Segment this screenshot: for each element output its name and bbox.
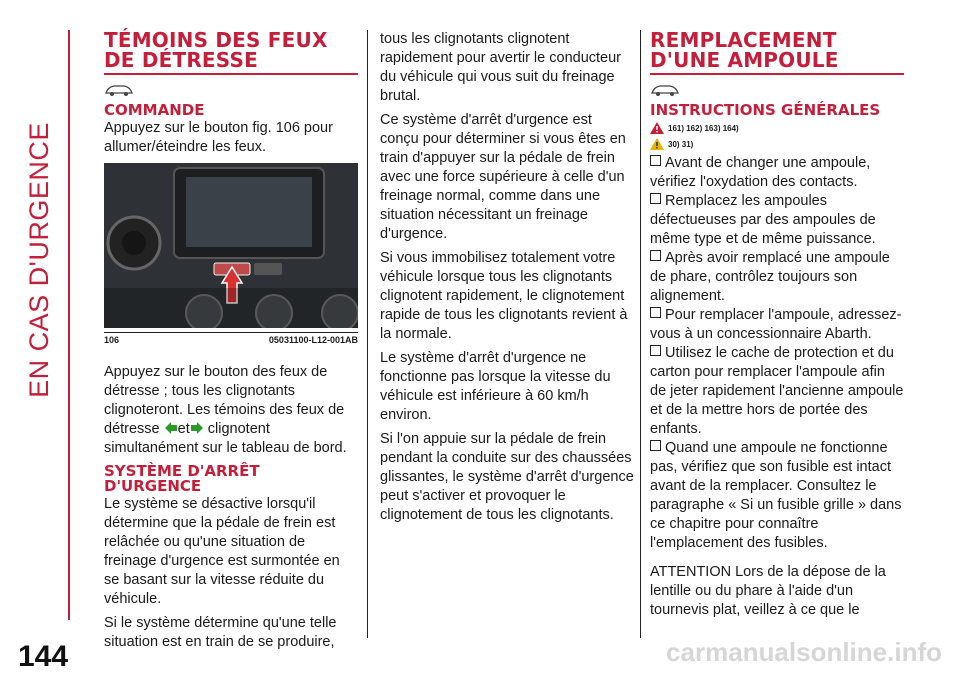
bullet-text: Utilisez le cache de protection et du carton pour remplacer l'ampoule afin de jeter rapidement l'ancienne ampoule et de la mettre hors de portée des enfants. [650,345,904,437]
warning-refs [650,122,904,134]
warning-refs-text: 161) 162) 163) 164) [668,123,739,133]
column-divider-1 [367,30,368,638]
bullet-text: Remplacez les ampoules défectueuses par des ampoules de même type et de même puissance. [650,193,876,247]
checkbox-bullet-icon [650,155,661,166]
bullet-text: Pour remplacer l'ampoule, adressez-vous à un concessionnaire Abarth. [650,307,902,342]
title-rule [104,73,358,75]
heading-emergency-stop: SYSTÈME D'ARRÊT D'URGENCE [104,462,260,495]
commande-text: Appuyez sur le bouton fig. 106 pour allumer/éteindre les feux. [104,120,333,155]
hazard-paragraph-et: et [177,421,190,437]
bullet-item [650,192,904,249]
section-title-bulb-replacement: REMPLACEMENT D'UNE AMPOULE [650,28,839,72]
figure-dashboard-photo [104,163,358,328]
heading-commande: COMMANDE [104,101,205,119]
bullet-item [650,306,904,344]
warning-triangle-icon [650,122,664,134]
bullet-item [650,439,904,553]
bullet-item [650,249,904,306]
checkbox-bullet-icon [650,193,661,204]
figure-caption [104,332,358,345]
checkbox-bullet-icon [650,250,661,261]
col2-paragraph-3: Si vous immobilisez totalement votre véhicule lorsque tous les clignotants clignotent rapidement, le clignotement rapide de tous les clignotants revient à la normale. [380,250,628,342]
column-3 [650,30,904,625]
left-indicator-icon [164,421,178,435]
col2-paragraph-2: Ce système d'arrêt d'urgence est conçu pour déterminer si vous êtes en train d'appuyer sur la pédale de frein avec une force supérieure à celle d'un freinage normal, comme dans une situation nécessitant un freinage d'urgence. [380,112,626,242]
hazard-paragraph [104,363,358,458]
bullet-item [650,154,904,192]
caution-triangle-icon [650,138,664,150]
watermark: carmanualsonline.info [666,637,942,667]
col2-paragraph-1: tous les clignotants clignotent rapidement pour avertir le conducteur du véhicule qui vous suit du freinage brutal. [380,31,621,104]
col2-paragraph-4: Le système d'arrêt d'urgence ne fonctionne pas lorsque la vitesse du véhicule est inférieure à 60 km/h environ. [380,350,611,423]
col2-paragraph-5: Si l'on appuie sur la pédale de frein pendant la conduite sur des chaussées glissantes, le système d'arrêt d'urgence peut s'activer et provoquer le clignotement de tous les clignotants. [380,431,634,523]
vehicle-version-icon [650,81,680,97]
checkbox-bullet-icon [650,307,661,318]
hazard-paragraph-start: Appuyez sur le bouton des feux de détresse ; tous les clignotants clignoteront. Les témoins des feux de détresse [104,364,345,437]
right-indicator-icon [190,421,204,435]
figure-code: 05031100-L12-001AB [268,335,358,345]
hazard-paragraph-end: clignotent simultanément sur le tableau de bord. [104,421,347,456]
bullet-text: Avant de changer une ampoule, vérifiez l'oxydation des contacts. [650,155,871,190]
column-2 [380,30,634,530]
section-title-hazard-lights: TÉMOINS DES FEUX DE DÉTRESSE [104,28,328,72]
vehicle-version-icon [104,81,134,97]
page-number: 144 [18,640,69,673]
chapter-side-label [10,30,60,590]
figure-number: 106 [104,335,120,345]
title-rule [650,73,904,75]
bullet-text: Après avoir remplacé une ampoule de phare, contrôlez toujours son alignement. [650,250,890,304]
attention-text: ATTENTION Lors de la dépose de la lentille ou du phare à l'aide d'un tournevis plat, veillez à ce que le [650,564,886,618]
heading-general-instructions: INSTRUCTIONS GÉNÉRALES [650,101,881,119]
bullet-item [650,344,904,439]
column-1 [104,30,358,657]
bullet-text: Quand une ampoule ne fonctionne pas, vérifiez que son fusible est intact avant de la remplacer. Consultez le paragraphe « Si un fusible grille » dans ce chapitre pour connaître l'emplacement des fusibles. [650,440,902,551]
emergency-stop-text-2: Si le système détermine qu'une telle situation est en train de se produire, [104,615,337,650]
chapter-side-label-text: EN CAS D'URGENCE [24,122,54,398]
column-divider-2 [640,30,641,638]
caution-refs-text: 30) 31) [668,139,694,149]
checkbox-bullet-icon [650,440,661,451]
checkbox-bullet-icon [650,345,661,356]
chapter-side-rule [68,30,70,620]
caution-refs [650,138,904,150]
emergency-stop-text-1: Le système se désactive lorsqu'il détermine que la pédale de frein est relâchée ou qu'une situation de freinage d'urgence est surmontée en se basant sur la vitesse réduite du véhicule. [104,496,340,607]
